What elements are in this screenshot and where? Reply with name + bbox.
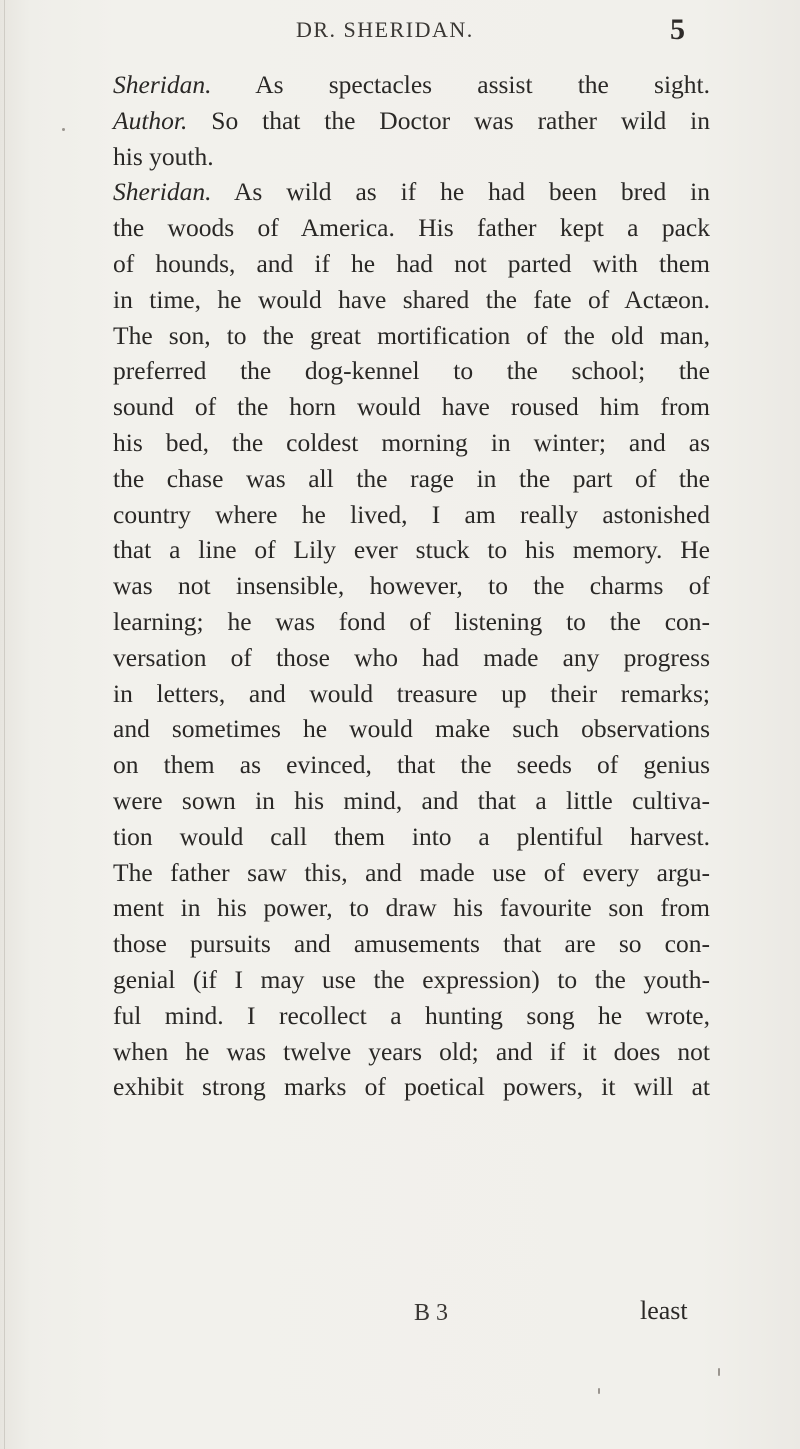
text-line (113, 676, 710, 712)
text-line (113, 532, 710, 568)
text-line (113, 318, 710, 354)
text-line (113, 246, 710, 282)
paper-speck (62, 128, 65, 131)
line-text: sound of the horn would have roused him from (113, 392, 710, 422)
speaker-name: Sheridan. (113, 177, 212, 207)
text-line (113, 353, 710, 389)
speaker-name: Author. (113, 105, 188, 135)
line-text: his bed, the coldest morning in winter; and as (113, 427, 710, 457)
line-text: was not insensible, however, to the charms of (113, 571, 710, 601)
text-line (113, 962, 710, 998)
page-footer (0, 1296, 800, 1340)
paper-speck (718, 1368, 720, 1376)
line-text: were sown in his mind, and that a little cultiva- (113, 785, 710, 815)
page-number: 5 (670, 13, 685, 46)
text-line (113, 855, 710, 891)
text-line (113, 389, 710, 425)
line-text: those pursuits and amusements that are so con- (113, 929, 710, 959)
line-text: his youth. (113, 141, 214, 171)
running-head (0, 0, 800, 60)
line-text: in time, he would have shared the fate of Actæon. (113, 284, 710, 314)
text-line (113, 998, 710, 1034)
line-text: So that the Doctor was rather wild in (187, 105, 710, 135)
text-line (113, 568, 710, 604)
text-line (113, 210, 710, 246)
line-text: ful mind. I recollect a hunting song he wrote, (113, 1000, 710, 1030)
line-text: in letters, and would treasure up their remarks; (113, 678, 710, 708)
text-line (113, 67, 710, 103)
line-text: The son, to the great mortification of the old man, (113, 320, 710, 350)
dialogue-text-block (113, 67, 710, 1105)
text-line (113, 139, 710, 175)
line-text: learning; he was fond of listening to the con- (113, 606, 710, 636)
catchword: least (640, 1296, 688, 1325)
text-line (113, 1034, 710, 1070)
line-text: the chase was all the rage in the part of the (113, 463, 710, 493)
line-text: the woods of America. His father kept a pack (113, 213, 710, 243)
line-text: on them as evinced, that the seeds of genius (113, 750, 710, 780)
line-text: As wild as if he had been bred in (211, 177, 710, 207)
line-text: tion would call them into a plentiful harvest. (113, 821, 710, 851)
line-text: versation of those who had made any progress (113, 642, 710, 672)
line-text: exhibit strong marks of poetical powers, it will at (113, 1072, 710, 1102)
page-gutter-edge (4, 0, 5, 1449)
line-text: country where he lived, I am really astonished (113, 499, 710, 529)
text-line (113, 711, 710, 747)
text-line (113, 819, 710, 855)
text-line (113, 747, 710, 783)
text-line (113, 461, 710, 497)
speaker-name: Sheridan. (113, 70, 212, 99)
line-text: that a line of Lily ever stuck to his memory. He (113, 535, 710, 565)
text-line (113, 640, 710, 676)
text-line (113, 926, 710, 962)
text-line (113, 103, 710, 139)
line-text: preferred the dog-kennel to the school; the (113, 356, 710, 386)
text-line (113, 1069, 710, 1105)
line-text: of hounds, and if he had not parted with them (113, 248, 710, 278)
text-line (113, 890, 710, 926)
text-line (113, 425, 710, 461)
line-text: and sometimes he would make such observations (113, 714, 710, 744)
line-text: when he was twelve years old; and if it does not (113, 1036, 710, 1066)
line-text: ment in his power, to draw his favourite son from (113, 893, 710, 923)
text-line (113, 174, 710, 210)
text-line (113, 282, 710, 318)
line-text: genial (if I may use the expression) to the youth- (113, 964, 710, 994)
text-line (113, 783, 710, 819)
text-line (113, 497, 710, 533)
line-text: As spectacles assist the sight. (211, 70, 710, 99)
text-line (113, 604, 710, 640)
signature-mark: B 3 (414, 1300, 449, 1326)
line-text: The father saw this, and made use of every argu- (113, 857, 710, 887)
paper-speck (598, 1388, 600, 1394)
running-head-title: DR. SHERIDAN. (296, 17, 474, 42)
